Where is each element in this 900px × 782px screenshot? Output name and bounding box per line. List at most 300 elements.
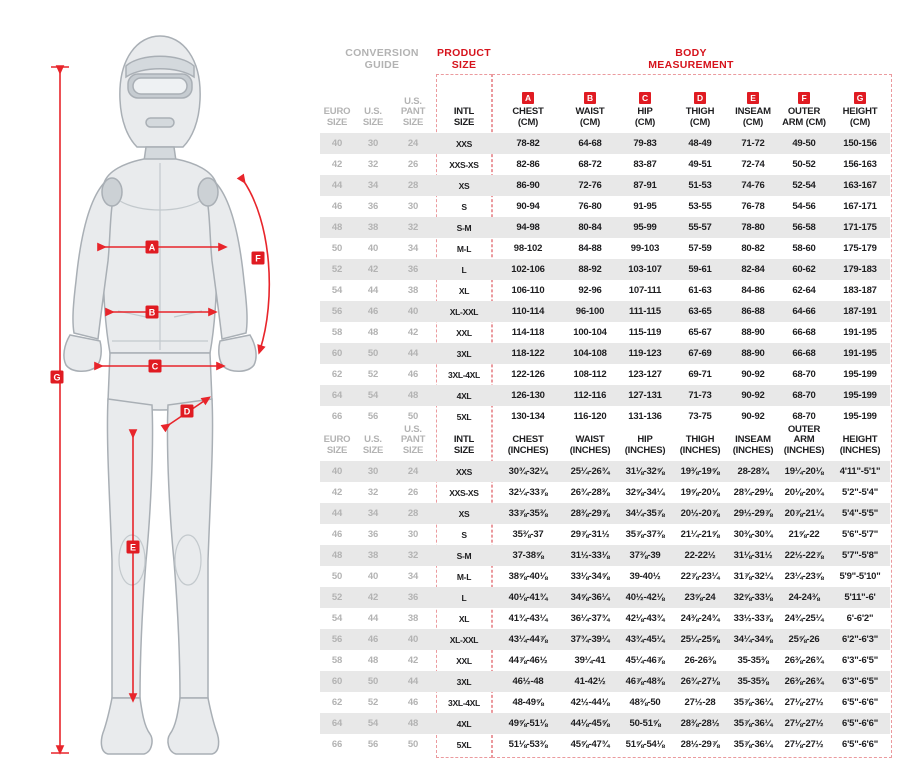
conversion-size-cell: 50 [407, 411, 419, 422]
conversion-size-cell: 54 [367, 718, 379, 729]
measurement-cell: 31⅞-32¼ [733, 571, 773, 582]
measurement-cell: 41-42½ [574, 676, 606, 687]
measurement-cell: 126-130 [511, 390, 545, 401]
measurement-cell: 35⅜-37 [512, 529, 544, 540]
measurement-cell: 37-38⅝ [512, 550, 544, 561]
measurement-cell: 92-96 [578, 285, 602, 296]
measurement-cell: 24⅜-24¾ [680, 613, 720, 624]
measurement-cell: 71-72 [741, 138, 765, 149]
size-row-XXL [320, 650, 890, 671]
measurement-cell: 65-67 [688, 327, 712, 338]
chest-badge-letter: A [148, 242, 156, 253]
measurement-cell: 38⅝-40⅛ [508, 571, 548, 582]
measurement-cell: 27⅛-27½ [784, 697, 824, 708]
conversion-size-cell: 64 [331, 718, 343, 729]
conversion-size-cell: 40 [331, 466, 343, 477]
conversion-guide-line2: GUIDE [364, 58, 400, 71]
measurement-cell: 171-175 [843, 222, 877, 233]
measurement-cell: 37¾-39¼ [570, 634, 610, 645]
conversion-size-cell: 32 [367, 159, 379, 170]
body-measurement-line2: MEASUREMENT [648, 58, 734, 71]
conversion-size-cell: 36 [367, 201, 379, 212]
measurement-cell: 45¼-46⅞ [625, 655, 665, 666]
conversion-size-cell: 48 [367, 327, 379, 338]
measurement-cell: 69-71 [688, 369, 712, 380]
intl-size-cell: 4XL [456, 718, 472, 729]
conversion-size-cell: 28 [407, 180, 419, 191]
intl-size-cell: 3XL-4XL [448, 369, 480, 380]
measurement-cell: 84-86 [741, 285, 765, 296]
measure-col-header: INSEAM (INCHES) [732, 434, 774, 456]
measurement-cell: 68-72 [578, 159, 602, 170]
conversion-size-cell: 36 [407, 592, 419, 603]
conversion-size-cell: 36 [407, 264, 419, 275]
measurement-cell: 56-58 [792, 222, 816, 233]
size-row-XXL [320, 322, 890, 343]
measurement-cell: 19⅜-19⅝ [680, 466, 720, 477]
conversion-size-cell: 62 [331, 369, 343, 380]
size-row-3XL [320, 671, 890, 692]
measurement-cell: 21⅝-22 [788, 529, 820, 540]
measurement-cell: 21¼-21⅝ [680, 529, 720, 540]
conversion-size-cell: 54 [367, 390, 379, 401]
measurement-cell: 55-57 [688, 222, 712, 233]
measurement-cell: 80-82 [741, 243, 765, 254]
intl-size-cell: S-M [456, 550, 472, 561]
size-row-XXS [320, 133, 890, 154]
measurement-cell: 103-107 [628, 264, 662, 275]
measurement-cell: 95-99 [633, 222, 657, 233]
measurement-cell: 25¼-25⅝ [680, 634, 720, 645]
conversion-size-cell: 50 [331, 571, 343, 582]
table-header-row [320, 78, 890, 133]
measure-col-header: HEIGHT (INCHES) [839, 434, 881, 456]
measure-col-header: G HEIGHT (CM) [842, 93, 878, 128]
measurement-cell: 163-167 [843, 180, 877, 191]
measurement-cell: 29⅞-31½ [570, 529, 610, 540]
measurement-cell: 195-199 [843, 390, 877, 401]
conversion-size-cell: 38 [367, 222, 379, 233]
conversion-size-cell: 24 [407, 466, 419, 477]
measure-letter-badge: C [639, 92, 651, 104]
conversion-guide-line1: CONVERSION [345, 47, 419, 59]
measurement-cell: 127-131 [628, 390, 662, 401]
measure-col-header: HIP (INCHES) [624, 434, 666, 456]
measurement-cell: 20⅛-20¾ [784, 487, 824, 498]
measurement-cell: 91-95 [633, 201, 657, 212]
measure-col-header: D THIGH (CM) [685, 93, 715, 128]
conversion-size-cell: 62 [331, 697, 343, 708]
intl-size-cell: XL-XXL [449, 306, 479, 317]
measurement-cell: 167-171 [843, 201, 877, 212]
conversion-size-cell: 52 [331, 264, 343, 275]
measurement-cell: 25⅝-26 [788, 634, 820, 645]
measurement-cell: 116-120 [573, 411, 607, 422]
measurement-cell: 104-108 [573, 348, 607, 359]
conversion-size-cell: 46 [331, 529, 343, 540]
conversion-size-cell: 58 [331, 327, 343, 338]
measurement-cell: 19¼-20⅛ [784, 466, 824, 477]
conversion-size-cell: 52 [331, 592, 343, 603]
conversion-size-cell: 26 [407, 159, 419, 170]
measurement-cell: 131-136 [628, 411, 662, 422]
rider-right-glove [219, 335, 256, 371]
size-row-3XL-4XL [320, 364, 890, 385]
measurement-cell: 150-156 [843, 138, 877, 149]
intl-size-cell: XS [458, 180, 470, 191]
measurement-cell: 28½-29⅞ [680, 739, 720, 750]
measurement-cell: 42½-44⅛ [570, 697, 610, 708]
body-measurement-line1: BODY [675, 47, 707, 59]
measurement-cell: 5'4"-5'5" [841, 508, 879, 519]
measurement-cell: 26¾-27⅛ [680, 676, 720, 687]
rider-right-boot [168, 698, 219, 754]
measurement-cell: 106-110 [511, 285, 545, 296]
measurement-cell: 30¾-32¼ [508, 466, 548, 477]
conversion-size-cell: 44 [407, 348, 419, 359]
measurement-cell: 26¾-28⅜ [570, 487, 610, 498]
intl-size-cell: XXS-XS [449, 159, 479, 170]
conversion-size-cell: 44 [367, 285, 379, 296]
measurement-cell: 34¼-34⅝ [733, 634, 773, 645]
intl-size-cell: 5XL [456, 411, 472, 422]
measurement-cell: 84-88 [578, 243, 602, 254]
measurement-cell: 68-70 [792, 369, 816, 380]
measurement-cell: 22-22½ [684, 550, 716, 561]
conversion-size-cell: 30 [367, 138, 379, 149]
measurement-cell: 22½-22⅞ [784, 550, 824, 561]
measurement-cell: 114-118 [511, 327, 545, 338]
measurement-cell: 100-104 [573, 327, 607, 338]
measurement-cell: 26-26⅜ [684, 655, 716, 666]
measurement-cell: 88-90 [741, 348, 765, 359]
measurement-cell: 6'3"-6'5" [841, 655, 879, 666]
measurement-cell: 35⅞-36¼ [733, 718, 773, 729]
conversion-size-cell: 50 [367, 676, 379, 687]
rider-chin-vent [146, 118, 174, 127]
conversion-size-cell: 30 [407, 529, 419, 540]
measurement-cell: 32¼-33⅞ [508, 487, 548, 498]
measure-letter-badge: E [747, 92, 759, 104]
measurement-cell: 57-59 [688, 243, 712, 254]
measurement-cell: 115-119 [628, 327, 662, 338]
size-row-3XL-4XL [320, 692, 890, 713]
measurement-cell: 88-90 [741, 327, 765, 338]
measurement-cell: 42⅛-43¾ [625, 613, 665, 624]
measurement-cell: 98-102 [513, 243, 543, 254]
intl-size-cell: XXL [456, 327, 472, 338]
intl-size-cell: 5XL [456, 739, 472, 750]
measurement-cell: 68-70 [792, 390, 816, 401]
conversion-size-cell: 44 [367, 613, 379, 624]
measure-letter-badge: G [854, 92, 866, 104]
measurement-cell: 40½-42⅛ [625, 592, 665, 603]
measure-col-header: E INSEAM (CM) [735, 93, 771, 128]
measurement-cell: 67-69 [688, 348, 712, 359]
measurement-cell: 58-60 [792, 243, 816, 254]
size-row-XXS-XS [320, 482, 890, 503]
conversion-size-cell: 48 [407, 390, 419, 401]
hip-badge-letter: C [151, 361, 159, 372]
conversion-size-cell: 54 [331, 285, 343, 296]
measurement-cell: 96-100 [575, 306, 605, 317]
conversion-size-cell: 24 [407, 138, 419, 149]
measurement-cell: 26⅜-26¾ [784, 655, 824, 666]
measurement-cell: 90-92 [741, 411, 765, 422]
measure-col-header: THIGH (INCHES) [679, 434, 721, 456]
intl-size-cell: M-L [456, 571, 472, 582]
conversion-size-cell: 56 [331, 306, 343, 317]
conversion-size-cell: 48 [331, 550, 343, 561]
measurement-cell: 31½-33⅛ [570, 550, 610, 561]
conversion-size-cell: 46 [407, 369, 419, 380]
measurement-cell: 5'7"-5'8" [841, 550, 879, 561]
measurement-cell: 6'-6'2" [846, 613, 874, 624]
conversion-size-cell: 34 [407, 571, 419, 582]
product-size-line1: PRODUCT [436, 47, 491, 59]
measurement-cell: 51⅝-54⅛ [625, 739, 665, 750]
conversion-size-cell: 50 [331, 243, 343, 254]
conversion-size-cell: 40 [407, 634, 419, 645]
measurement-cell: 35⅞-36¼ [733, 697, 773, 708]
intl-size-cell: 3XL [456, 676, 472, 687]
measurement-cell: 20⅞-21¼ [784, 508, 824, 519]
measurement-cell: 33½-33⅞ [733, 613, 773, 624]
measurement-cell: 175-179 [843, 243, 877, 254]
height-badge-letter: G [53, 372, 61, 383]
measurement-cell: 90-92 [741, 390, 765, 401]
measurement-cell: 6'5"-6'6" [841, 739, 879, 750]
measurement-cell: 48⅜-50 [629, 697, 661, 708]
rider-body [64, 36, 256, 754]
measurement-cell: 86-90 [516, 180, 540, 191]
size-row-XXS [320, 461, 890, 482]
measurement-cell: 25¼-26¾ [570, 466, 610, 477]
measurement-cell: 22⅞-23¼ [680, 571, 720, 582]
measurement-cell: 90-92 [741, 369, 765, 380]
intl-size-cell: XXS-XS [449, 487, 479, 498]
conversion-size-cell: 42 [331, 487, 343, 498]
measurement-cell: 27⅛-27½ [784, 718, 824, 729]
conversion-size-cell: 58 [331, 655, 343, 666]
measurement-cell: 35-35⅜ [737, 676, 769, 687]
conversion-size-cell: 40 [331, 138, 343, 149]
measure-col-header: B WAIST (CM) [575, 93, 605, 128]
size-row-XL-XXL [320, 301, 890, 322]
measurement-cell: 111-115 [629, 306, 661, 317]
measurement-cell: 108-112 [573, 369, 607, 380]
size-row-L [320, 587, 890, 608]
intl-size-cell: 3XL [456, 348, 472, 359]
conversion-size-cell: 46 [367, 306, 379, 317]
measurement-cell: 48-49⅝ [512, 697, 544, 708]
measurement-cell: 33⅛-34⅝ [570, 571, 610, 582]
conversion-size-cell: 42 [331, 159, 343, 170]
size-row-S [320, 196, 890, 217]
measurement-cell: 88-92 [578, 264, 602, 275]
size-col-header: EURO SIZE [323, 106, 351, 128]
measurement-cell: 76-78 [741, 201, 765, 212]
measurement-cell: 24¾-25¼ [784, 613, 824, 624]
size-row-S-M [320, 545, 890, 566]
measurement-cell: 33⅞-35⅜ [508, 508, 548, 519]
intl-size-cell: XL-XXL [449, 634, 479, 645]
measurement-cell: 53-55 [688, 201, 712, 212]
intl-size-cell: XXS [455, 138, 473, 149]
conversion-size-cell: 60 [331, 676, 343, 687]
measure-letter-badge: F [798, 92, 810, 104]
conversion-size-cell: 30 [407, 201, 419, 212]
product-size-line2: SIZE [451, 58, 477, 71]
intl-size-cell: XXS [455, 466, 473, 477]
measurement-cell: 39¼-41 [574, 655, 606, 666]
conversion-size-cell: 48 [407, 718, 419, 729]
intl-size-cell: L [461, 264, 467, 275]
measurement-cell: 30⅜-30¾ [733, 529, 773, 540]
measurement-cell: 49-51 [688, 159, 712, 170]
rider-right-shoulder-pad [198, 178, 218, 206]
measurement-cell: 122-126 [511, 369, 545, 380]
measurement-cell: 195-199 [843, 369, 877, 380]
measurement-cell: 112-116 [573, 390, 607, 401]
waist-badge-letter: B [148, 307, 156, 318]
measurement-cell: 51-53 [688, 180, 712, 191]
measure-col-header: OUTER ARM (INCHES) [783, 423, 825, 456]
conversion-size-cell: 42 [407, 327, 419, 338]
measurement-cell: 76-80 [578, 201, 602, 212]
measurement-cell: 90-94 [516, 201, 540, 212]
measurement-cell: 31⅛-31½ [733, 550, 773, 561]
measurement-cell: 41¾-43¼ [508, 613, 548, 624]
size-row-XL [320, 608, 890, 629]
conversion-size-cell: 34 [367, 508, 379, 519]
measurement-cell: 110-114 [511, 306, 545, 317]
measurement-cell: 82-84 [741, 264, 765, 275]
measurement-cell: 6'3"-6'5" [841, 676, 879, 687]
intl-size-cell: XS [458, 508, 470, 519]
measurement-cell: 44⅛-45⅝ [570, 718, 610, 729]
conversion-size-cell: 40 [367, 571, 379, 582]
measurement-cell: 35⅞-37⅜ [625, 529, 665, 540]
measurement-cell: 107-111 [628, 285, 662, 296]
size-row-XL [320, 280, 890, 301]
measurement-cell: 6'5"-6'6" [841, 697, 879, 708]
conversion-size-cell: 38 [407, 613, 419, 624]
size-col-header: U.S. PANT SIZE [400, 95, 426, 128]
measurement-cell: 74-76 [741, 180, 765, 191]
measurement-cell: 24-24⅜ [788, 592, 820, 603]
conversion-size-cell: 56 [367, 739, 379, 750]
measurement-cell: 52-54 [792, 180, 816, 191]
conversion-size-cell: 40 [367, 243, 379, 254]
size-row-XS [320, 503, 890, 524]
measurement-cell: 49⅝-51⅛ [508, 718, 548, 729]
conversion-size-cell: 52 [367, 697, 379, 708]
measure-col-header: C HIP (CM) [634, 93, 656, 128]
measurement-cell: 23¼-23⅝ [784, 571, 824, 582]
measurement-cell: 130-134 [511, 411, 545, 422]
intl-size-cell: XXL [456, 655, 472, 666]
thigh-badge-letter: D [183, 406, 191, 417]
size-col-header: INTL SIZE [453, 434, 475, 456]
measurement-cell: 48-49 [688, 138, 712, 149]
conversion-size-cell: 66 [331, 739, 343, 750]
conversion-size-cell: 66 [331, 411, 343, 422]
inseam-badge-letter: E [129, 542, 137, 553]
measurement-cell: 83-87 [633, 159, 657, 170]
measure-col-header: A CHEST (CM) [512, 93, 544, 128]
measurement-cell: 66-68 [792, 327, 816, 338]
measurement-cell: 34¼-35⅞ [625, 508, 665, 519]
measurement-cell: 51⅛-53⅜ [508, 739, 548, 750]
conversion-size-cell: 56 [331, 634, 343, 645]
measurement-cell: 59-61 [688, 264, 712, 275]
measure-col-header: CHEST (INCHES) [507, 434, 549, 456]
conversion-size-cell: 46 [367, 634, 379, 645]
measurement-cell: 46⅞-48⅜ [625, 676, 665, 687]
measurement-cell: 27⅛-27½ [784, 739, 824, 750]
measurement-cell: 99-103 [630, 243, 660, 254]
rider-left-shoulder-pad [102, 178, 122, 206]
measurement-cell: 156-163 [843, 159, 877, 170]
measurement-cell: 191-195 [843, 348, 877, 359]
conversion-size-cell: 46 [407, 697, 419, 708]
measurement-cell: 123-127 [628, 369, 662, 380]
size-col-header: EURO SIZE [323, 434, 351, 456]
conversion-size-cell: 60 [331, 348, 343, 359]
measurement-cell: 102-106 [511, 264, 545, 275]
measurement-cell: 195-199 [843, 411, 877, 422]
measure-col-header: WAIST (INCHES) [569, 434, 611, 456]
measurement-cell: 82-86 [516, 159, 540, 170]
measurement-cell: 64-68 [578, 138, 602, 149]
measurement-cell: 46½-48 [512, 676, 544, 687]
conversion-size-cell: 46 [331, 201, 343, 212]
size-row-3XL [320, 343, 890, 364]
measurement-cell: 191-195 [843, 327, 877, 338]
measurement-cell: 5'9"-5'10" [839, 571, 881, 582]
measurement-cell: 5'11"-6' [844, 592, 876, 603]
measurement-cell: 63-65 [688, 306, 712, 317]
conversion-size-cell: 40 [407, 306, 419, 317]
size-col-header: INTL SIZE [453, 106, 475, 128]
intl-size-cell: 3XL-4XL [448, 697, 480, 708]
measurement-cell: 73-75 [688, 411, 712, 422]
conversion-size-cell: 50 [407, 739, 419, 750]
conversion-size-cell: 48 [367, 655, 379, 666]
size-row-XXS-XS [320, 154, 890, 175]
size-row-4XL [320, 713, 890, 734]
measurement-cell: 66-68 [792, 348, 816, 359]
measurement-cell: 94-98 [516, 222, 540, 233]
intl-size-cell: S [461, 529, 467, 540]
conversion-size-cell: 38 [367, 550, 379, 561]
measurement-cell: 49-50 [792, 138, 816, 149]
size-row-M-L [320, 238, 890, 259]
measurement-cell: 31⅛-32⅝ [625, 466, 665, 477]
rider-illustration [0, 0, 320, 782]
measurement-cell: 36¼-37¾ [570, 613, 610, 624]
measurement-cell: 35⅞-36¼ [733, 739, 773, 750]
conversion-size-cell: 32 [367, 487, 379, 498]
measurement-cell: 28⅜-28½ [680, 718, 720, 729]
size-table-inches [320, 424, 890, 755]
measurement-cell: 71-73 [688, 390, 712, 401]
conversion-size-cell: 44 [407, 676, 419, 687]
rider-right-leg [167, 399, 212, 698]
conversion-size-cell: 50 [367, 348, 379, 359]
conversion-size-cell: 32 [407, 222, 419, 233]
